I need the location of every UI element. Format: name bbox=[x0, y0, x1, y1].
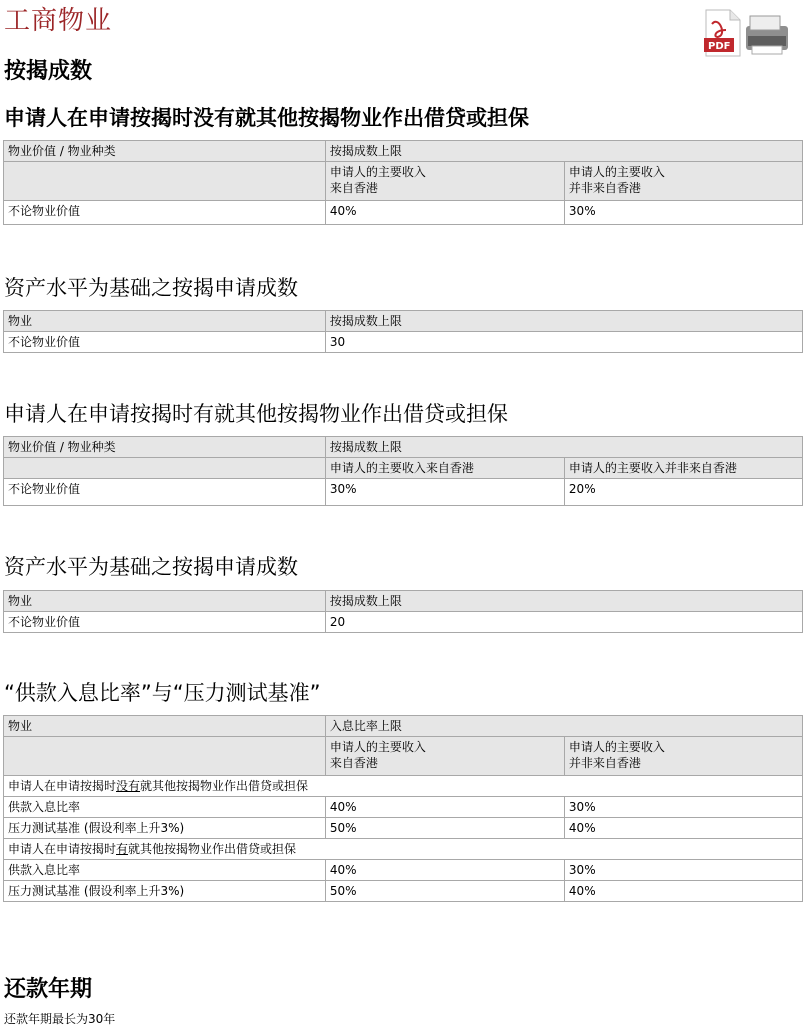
table-row bbox=[4, 332, 803, 353]
t5-heading: “供款入息比率”与“压力测试基准” bbox=[4, 681, 321, 705]
table-row bbox=[4, 479, 803, 506]
header-cell: 申请人的主要收入 来自香港 bbox=[325, 162, 564, 201]
t1-table bbox=[3, 140, 803, 225]
table-row bbox=[4, 612, 803, 633]
header-cell: 入息比率上限 bbox=[325, 716, 802, 737]
table-cell: 20 bbox=[325, 612, 802, 633]
table-cell: 30% bbox=[325, 479, 564, 506]
table-subheader-row bbox=[4, 737, 803, 776]
header-cell: 物业 bbox=[4, 591, 326, 612]
header-cell: 申请人的主要收入并非来自香港 bbox=[564, 458, 802, 479]
header-cell bbox=[4, 458, 326, 479]
section-label: 申请人在申请按揭时有就其他按揭物业作出借贷或担保 bbox=[4, 839, 803, 860]
table-cell: 50% bbox=[325, 818, 564, 839]
header-cell: 物业 bbox=[4, 311, 326, 332]
table-cell: 20% bbox=[564, 479, 802, 506]
pdf-print-icon bbox=[700, 6, 792, 60]
header-cell: 物业价值 / 物业种类 bbox=[4, 437, 326, 458]
table-subheader-row bbox=[4, 162, 803, 201]
table-row bbox=[4, 881, 803, 902]
row-label: 供款入息比率 bbox=[4, 860, 326, 881]
repay-note: 还款年期最长为30年 bbox=[4, 1012, 116, 1026]
page-title: 工商物业 bbox=[4, 6, 113, 36]
header-cell: 按揭成数上限 bbox=[325, 311, 802, 332]
table-row bbox=[4, 797, 803, 818]
table-cell: 30 bbox=[325, 332, 802, 353]
table-cell: 30% bbox=[564, 797, 802, 818]
header-cell bbox=[4, 162, 326, 201]
t4-table bbox=[3, 590, 803, 633]
header-cell: 申请人的主要收入 并非来自香港 bbox=[564, 162, 802, 201]
table-header-row bbox=[4, 437, 803, 458]
header-cell: 物业价值 / 物业种类 bbox=[4, 141, 326, 162]
t4-heading: 资产水平为基础之按揭申请成数 bbox=[4, 555, 298, 579]
pdf-print-button[interactable] bbox=[700, 6, 792, 60]
t3-heading: 申请人在申请按揭时有就其他按揭物业作出借贷或担保 bbox=[4, 402, 508, 426]
section-row bbox=[4, 776, 803, 797]
header-cell: 物业 bbox=[4, 716, 326, 737]
table-header-row bbox=[4, 591, 803, 612]
header-cell: 按揭成数上限 bbox=[325, 141, 802, 162]
table-cell: 40% bbox=[325, 860, 564, 881]
header-cell: 申请人的主要收入 来自香港 bbox=[325, 737, 564, 776]
table-cell: 50% bbox=[325, 881, 564, 902]
t2-heading: 资产水平为基础之按揭申请成数 bbox=[4, 276, 298, 300]
table-cell: 40% bbox=[325, 797, 564, 818]
header-cell: 申请人的主要收入来自香港 bbox=[325, 458, 564, 479]
row-label: 不论物业价值 bbox=[4, 479, 326, 506]
header-cell: 按揭成数上限 bbox=[325, 591, 802, 612]
table-subheader-row bbox=[4, 458, 803, 479]
row-label: 不论物业价值 bbox=[4, 612, 326, 633]
table-row bbox=[4, 201, 803, 225]
header-cell bbox=[4, 737, 326, 776]
row-label: 不论物业价值 bbox=[4, 201, 326, 225]
t2-table bbox=[3, 310, 803, 353]
table-cell: 40% bbox=[564, 818, 802, 839]
table-header-row bbox=[4, 716, 803, 737]
row-label: 供款入息比率 bbox=[4, 797, 326, 818]
header-cell: 申请人的主要收入 并非来自香港 bbox=[564, 737, 802, 776]
t3-table bbox=[3, 436, 803, 506]
row-label: 压力测试基准 (假设利率上升3%) bbox=[4, 818, 326, 839]
table-row bbox=[4, 860, 803, 881]
section-title: 按揭成数 bbox=[4, 59, 93, 84]
table-header-row bbox=[4, 141, 803, 162]
t1-heading: 申请人在申请按揭时没有就其他按揭物业作出借贷或担保 bbox=[4, 106, 529, 130]
table-header-row bbox=[4, 311, 803, 332]
header-cell: 按揭成数上限 bbox=[325, 437, 802, 458]
t5-table bbox=[3, 715, 803, 902]
table-row bbox=[4, 818, 803, 839]
repay-heading: 还款年期 bbox=[4, 977, 93, 1002]
table-cell: 40% bbox=[564, 881, 802, 902]
table-cell: 40% bbox=[325, 201, 564, 225]
section-row bbox=[4, 839, 803, 860]
row-label: 不论物业价值 bbox=[4, 332, 326, 353]
table-cell: 30% bbox=[564, 860, 802, 881]
table-cell: 30% bbox=[564, 201, 802, 225]
section-label: 申请人在申请按揭时没有就其他按揭物业作出借贷或担保 bbox=[4, 776, 803, 797]
svg-text:PDF: PDF bbox=[708, 41, 731, 52]
row-label: 压力测试基准 (假设利率上升3%) bbox=[4, 881, 326, 902]
